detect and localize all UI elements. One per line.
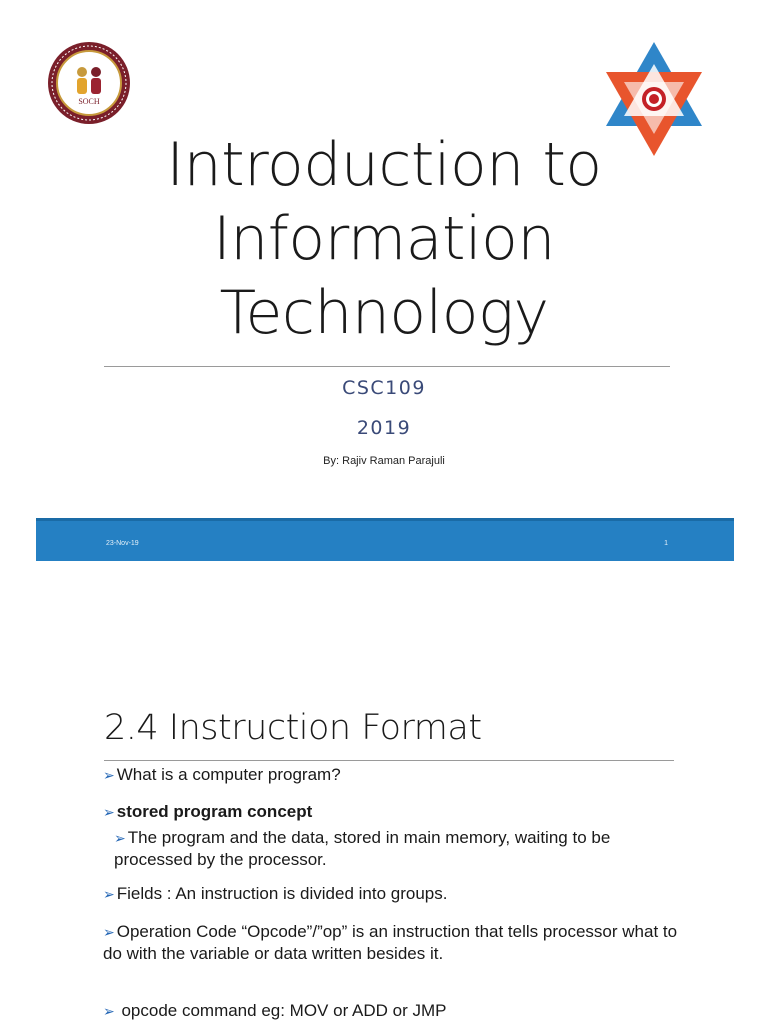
arrow-bullet-icon: ➢ — [103, 1003, 115, 1019]
slide-title: 2.4 Instruction Format — [104, 708, 482, 748]
soch-college-logo — [46, 40, 132, 126]
presentation-title — [0, 128, 768, 350]
svg-text:SOCH: SOCH — [78, 97, 100, 106]
bullet-item — [103, 1000, 446, 1022]
bullet-text: The program and the data, stored in main memory, waiting to be processed by the processor. — [114, 828, 611, 869]
slide-title-divider — [104, 760, 674, 761]
footer-page-number: 1 — [664, 540, 668, 547]
title-line-1: Introduction to — [166, 130, 602, 200]
course-year: 2019 — [356, 417, 412, 439]
bullet-text: Operation Code “Opcode”/”op” is an instruction that tells processor what to do with the variable or data written besides it. — [103, 922, 678, 963]
title-line-2: Information — [213, 204, 555, 274]
title-divider — [104, 366, 670, 367]
sub-bullet-item — [114, 827, 674, 870]
arrow-bullet-icon: ➢ — [103, 804, 115, 820]
bullet-item — [103, 764, 341, 786]
arrow-bullet-icon: ➢ — [103, 767, 115, 783]
bullet-text: Fields : An instruction is divided into groups. — [116, 884, 448, 903]
title-line-3: Technology — [219, 278, 549, 348]
course-code: CSC109 — [342, 377, 426, 399]
bullet-text: opcode command eg: MOV or ADD or JMP — [116, 1001, 447, 1020]
content-slide — [0, 680, 768, 1024]
footer-date: 23-Nov-19 — [106, 540, 139, 547]
arrow-bullet-icon: ➢ — [103, 886, 115, 902]
bullet-item — [103, 921, 683, 964]
bullet-text: stored program concept — [116, 802, 313, 821]
bullet-text: What is a computer program? — [116, 765, 341, 784]
arrow-bullet-icon: ➢ — [114, 830, 126, 846]
bullet-item — [103, 801, 312, 823]
bullet-item — [103, 883, 447, 905]
arrow-bullet-icon: ➢ — [103, 924, 115, 940]
slide-footer-bar — [36, 518, 734, 561]
author-byline: By: Rajiv Raman Parajuli — [323, 455, 445, 467]
